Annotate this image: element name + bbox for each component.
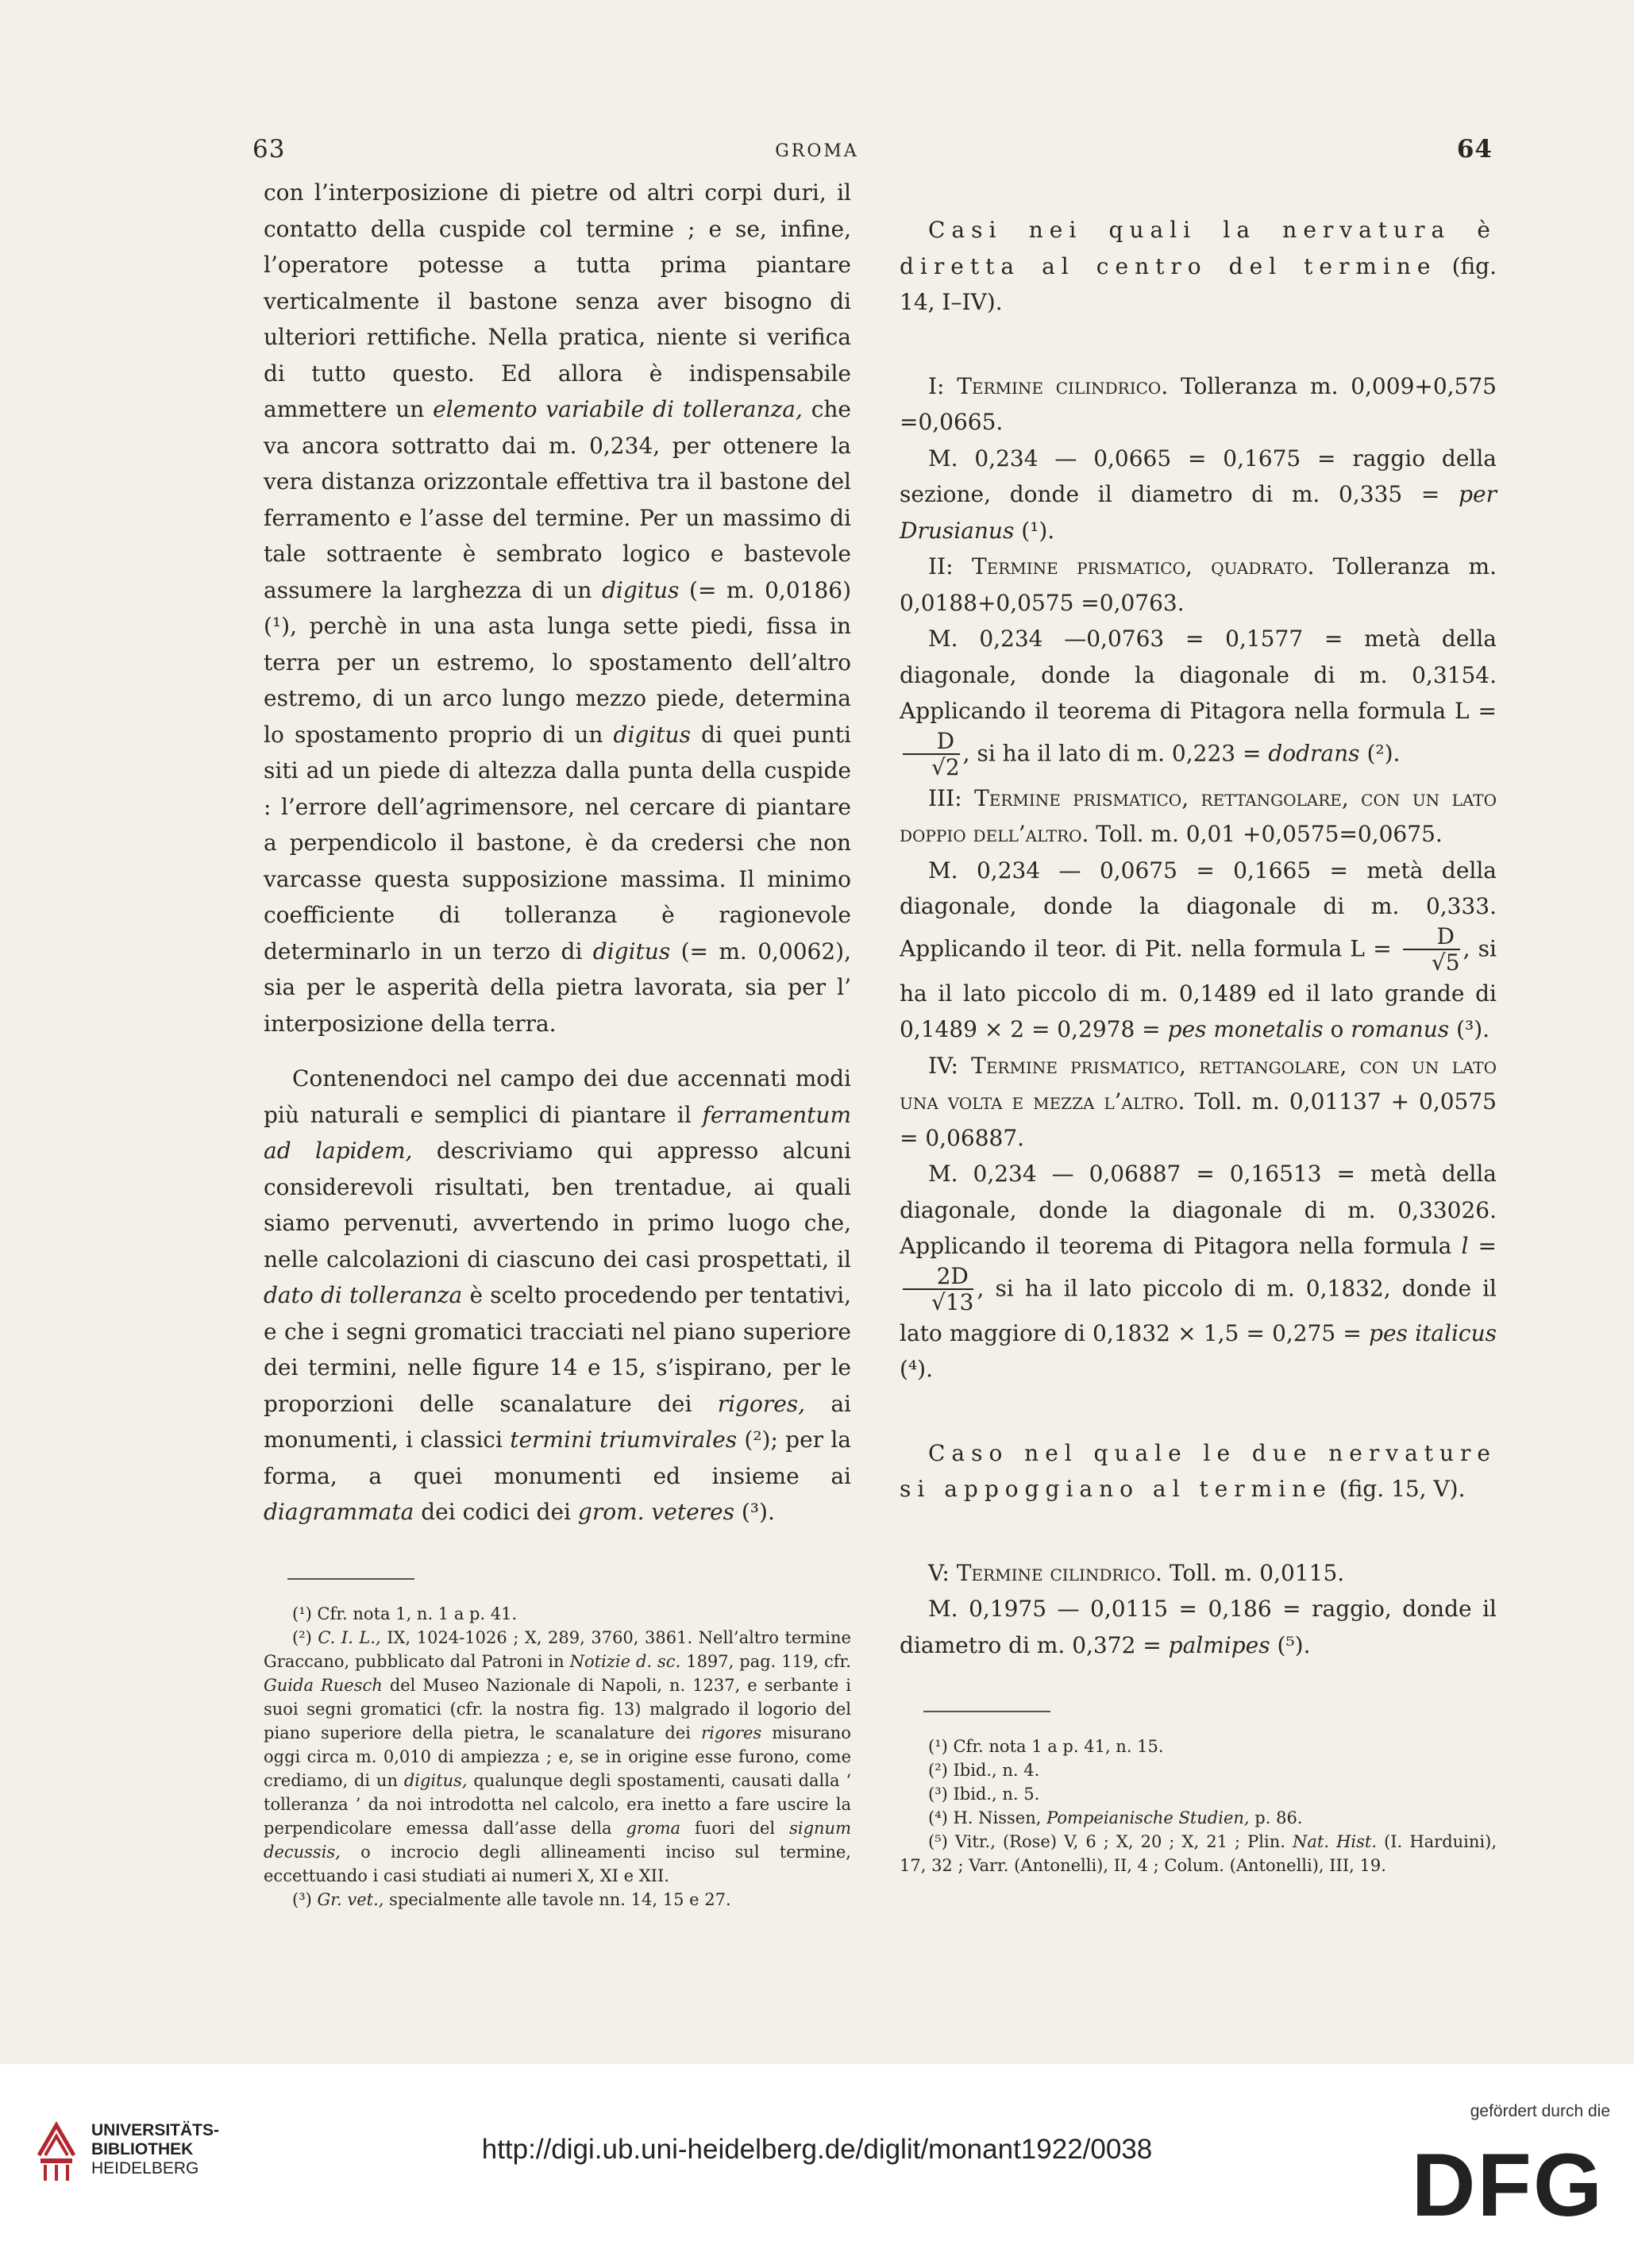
case-ii: II: Termine prismatico, quadrato. Tolleranza m. 0,0188+0,0575 =0,0763. — [900, 553, 1497, 616]
paragraph-2: Contenendoci nel campo dei due accennati modi più naturali e semplici di piantare il ferramentum ad lapidem, descriviamo qui appresso alcuni considerevoli risultati, ben trentadue, ai quali siamo pervenuti, avvertendo in primo luogo che, nelle calcolazioni di ciascuno dei casi prospettati, il dato di tolleranza è scelto procedendo per tentativi, e che i segni gromatici tracciati nel piano superiore dei termini, nelle figure 14 e 15, s’ispirano, per le proporzioni delle scanalature dei rigores, ai monumenti, i classici termini triumvirales (²); per la forma, a quei monumenti ed insieme ai diagrammata dei codici dei grom. veteres (³). — [264, 1065, 851, 1525]
footnote-3: (³) Ibid., n. 5. — [928, 1785, 1040, 1804]
dfg-logo: DFG — [1411, 2135, 1604, 2235]
running-title: GROMA — [775, 141, 859, 161]
right-column — [900, 212, 1497, 1877]
funded-by-label: gefördert durch die — [1470, 2102, 1610, 2120]
footnote-4: (⁴) H. Nissen, Pompeianische Studien, p. 86. — [928, 1808, 1303, 1827]
case-v-calc: M. 0,1975 — 0,0115 = 0,186 = raggio, donde il diametro di m. 0,372 = palmipes (⁵). — [900, 1596, 1497, 1658]
source-url-link[interactable]: http://digi.ub.uni-heidelberg.de/diglit/monant1922/0038 — [481, 2134, 1153, 2165]
case-v: V: Termine cilindrico. Toll. m. 0,0115. — [928, 1559, 1345, 1586]
footnote-5: (⁵) Vitr., (Rose) V, 6 ; X, 20 ; X, 21 ; Plin. Nat. Hist. (I. Harduini), 17, 32 ; Varr. (Antonelli), II, 4 ; Colum. (Antonelli), III, 19. — [900, 1832, 1497, 1875]
section-heading-2: Caso nel quale le due nervature si appoggiano al termine (fig. 15, V). — [900, 1439, 1497, 1502]
formula-fraction: $\frac{D}{√2}$ — [903, 730, 960, 780]
footer-bar — [0, 2064, 1634, 2268]
formula-fraction: $\frac{2D}{√13}$ — [903, 1265, 973, 1315]
page-number-left: 63 — [252, 135, 286, 164]
library-name: UNIVERSITÄTS- BIBLIOTHEK HEIDELBERG — [91, 2121, 220, 2178]
paragraph-1: con l’interposizione di pietre od altri corpi duri, il contatto della cuspide col termine ; e se, infine, l’operatore potesse a tutta prima piantare verticalmente il bastone senza aver bisogno di ulteriori rettifiche. Nella pratica, niente si verifica di tutto questo. Ed allora è indispensabile ammettere un elemento variabile di tolleranza, che va ancora sottratto dai m. 0,234, per ottenere la vera distanza orizzontale effettiva tra il bastone del ferramento e l’asse del termine. Per un massimo di tale sottraente è sembrato logico e bastevole assumere la larghezza di un digitus (= m. 0,0186) (¹), perchè in una asta lunga sette piedi, fissa in terra per un estremo, lo spostamento dell’altro estremo, di un arco lungo mezzo piede, determina lo spostamento proprio di un digitus di quei punti siti ad un piede di altezza dalla punta della cuspide : l’errore dell’agrimensore, nel cercare di piantare a perpendicolo il bastone, è da credersi che non varcasse questa supposizione massima. Il minimo coefficiente di tolleranza è ragionevole determinarlo in un terzo di digitus (= m. 0,0062), sia per le asperità della pietra lavorata, sia per l’ interposizione della terra. — [264, 179, 852, 1037]
footnote-1: (¹) Cfr. nota 1 a p. 41, n. 15. — [928, 1737, 1164, 1756]
footnote-1: (¹) Cfr. nota 1, n. 1 a p. 41. — [292, 1604, 518, 1623]
case-iii-calc: M. 0,234 — 0,0675 = 0,1665 = metà della diagonale, donde la diagonale di m. 0,333. Applicando il teor. di Pit. nella formula L = $\frac{D}{√5}$ , si ha il lato piccolo di m. 0,1489 ed il lato grande di 0,1489 × 2 = 0,2978 = pes monetalis o romanus (³). — [900, 857, 1497, 1042]
case-ii-calc: M. 0,234 —0,0763 = 0,1577 = metà della diagonale, donde la diagonale di m. 0,3154. Applicando il teorema di Pitagora nella formula L = $\frac{D}{√2}$ , si ha il lato di m. 0,223 = dodrans (²). — [900, 626, 1497, 780]
case-iv: IV: Termine prismatico, rettangolare, con un lato una volta e mezza l’altro. Toll. m. 0,01137 + 0,0575 = 0,06887. — [900, 1052, 1497, 1151]
footnote-2: (²) Ibid., n. 4. — [928, 1761, 1040, 1780]
formula-fraction: $\frac{D}{√5}$ — [1403, 925, 1460, 976]
left-column — [264, 175, 851, 1912]
case-i-calc: M. 0,234 — 0,0665 = 0,1675 = raggio della sezione, donde il diametro di m. 0,335 = per Drusianus (¹). — [900, 445, 1497, 544]
footnote-rule — [923, 1711, 1050, 1712]
footnote-rule — [287, 1578, 414, 1580]
footnote-2: (²) C. I. L., IX, 1024-1026 ; X, 289, 3760, 3861. Nell’altro termine Graccano, pubblicato dal Patroni in Notizie d. sc. 1897, pag. 119, cfr. Guida Ruesch del Museo Nazionale di Napoli, n. 1237, e serbante i suoi segni gromatici (cfr. la nostra fig. 13) malgrado il logorio del piano superiore della pietra, le scanalature dei rigores misurano oggi circa m. 0,010 di ampiezza ; e, se in origine esse furono, come crediamo, di un digitus, qualunque degli spostamenti, causati dalla ‘ tolleranza ’ da noi introdotta nel calcolo, era inetto a fare uscire la perpendicolare emessa dall’asse della groma fuori del signum decussis, o incrocio degli allineamenti inciso sul termine, eccettuando i casi studiati ai numeri X, XI e XII. — [264, 1627, 852, 1885]
case-iv-calc: M. 0,234 — 0,06887 = 0,16513 = metà della diagonale, donde la diagonale di m. 0,33026. Applicando il teorema di Pitagora nella formula l = $\frac{2D}{√13}$ , si ha il lato piccolo di m. 0,1832, donde il lato maggiore di 0,1832 × 1,5 = 0,275 = pes italicus (⁴). — [900, 1161, 1497, 1382]
case-iii: III: Termine prismatico, rettangolare, con un lato doppio dell’altro. Toll. m. 0,01 +0,0575=0,0675. — [900, 784, 1497, 847]
section-heading-1: Casi nei quali la nervatura è diretta al centro del termine (fig. 14, I–IV). — [900, 217, 1497, 315]
footnote-3: (³) Gr. vet., specialmente alle tavole nn. 14, 15 e 27. — [292, 1889, 731, 1909]
case-i: I: Termine cilindrico. Tolleranza m. 0,009+0,575 =0,0665. — [900, 372, 1497, 435]
page-number-right: 64 — [1456, 135, 1493, 164]
